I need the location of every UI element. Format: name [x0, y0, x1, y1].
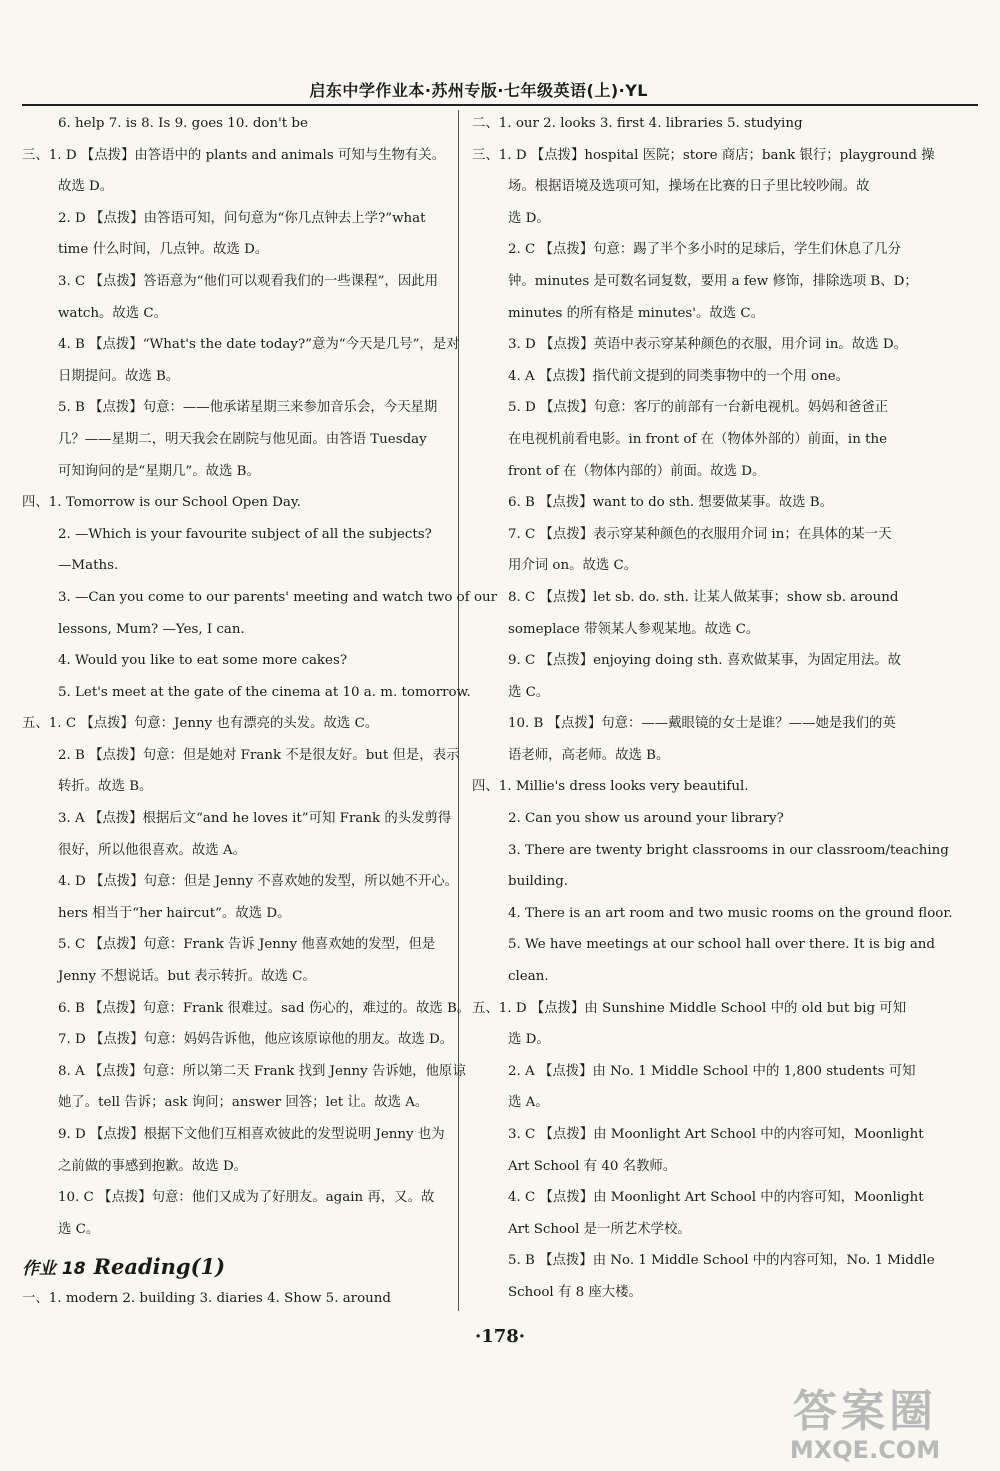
answer-line: minutes 的所有格是 minutes'。故选 C。 [508, 305, 765, 321]
answer-line: watch。故选 C。 [58, 305, 168, 321]
answer-line: 5. We have meetings at our school hall over there. It is big and [508, 937, 936, 953]
answer-line: 场。根据语境及选项可知，操场在比赛的日子里比较吵闹。故 [508, 179, 870, 195]
section-label: 作业 18 [22, 1259, 86, 1280]
answer-line: 8. A 【点拨】句意：所以第二天 Frank 找到 Jenny 告诉她，他原谅 [58, 1063, 466, 1079]
left-column [22, 108, 498, 1315]
answer-line: 4. Would you like to eat some more cakes? [58, 653, 348, 669]
answer-line: 选 D。 [508, 210, 550, 226]
answer-line: 3. A 【点拨】根据后文“and he loves it”可知 Frank 的头发剪得 [58, 811, 452, 827]
answer-line: 5. B 【点拨】由 No. 1 Middle School 中的内容可知，No. 1 Middle [508, 1253, 935, 1269]
answer-line: 2. B 【点拨】句意：但是她对 Frank 不是很友好。but 但是，表示 [58, 747, 460, 763]
answer-line: 故选 D。 [58, 179, 114, 195]
answer-line: 她了。tell 告诉；ask 询问；answer 回答；let 让。故选 A。 [58, 1095, 429, 1111]
answer-line: clean. [508, 969, 549, 985]
answer-line: 语老师，高老师。故选 B。 [508, 747, 670, 763]
answer-line: lessons, Mum? —Yes, I can. [58, 621, 245, 637]
answer-line: 用介词 on。故选 C。 [508, 558, 638, 574]
answer-line: 选 D。 [508, 1032, 550, 1048]
answer-line: 5. C 【点拨】句意：Frank 告诉 Jenny 他喜欢她的发型，但是 [58, 937, 436, 953]
answer-line: 3. C 【点拨】由 Moonlight Art School 中的内容可知，Moonlight [508, 1127, 924, 1142]
answer-line: 10. B 【点拨】句意：——戴眼镜的女士是谁？——她是我们的英 [508, 716, 896, 732]
answer-line: front of 在（物体内部的）前面。故选 D。 [508, 463, 766, 479]
answer-line: 10. C 【点拨】句意：他们又成为了好朋友。again 再，又。故 [58, 1190, 435, 1206]
answer-line: 4. There is an art room and two music rooms on the ground floor. [508, 905, 953, 921]
page-number: ·178· [474, 1326, 526, 1347]
answer-line: 三、1. D 【点拨】hospital 医院；store 商店；bank 银行；playground 操 [472, 147, 935, 163]
answer-line: 6. B 【点拨】want to do sth. 想要做某事。故选 B。 [508, 495, 833, 511]
answer-line: 四、1. Millie's dress looks very beautiful. [472, 779, 749, 795]
answer-line: time 什么时间，几点钟。故选 D。 [58, 242, 269, 258]
answer-line: 2. A 【点拨】由 No. 1 Middle School 中的 1,800 students 可知 [508, 1063, 916, 1079]
answer-line: 日期提问。故选 B。 [58, 368, 180, 384]
answer-line: 6. B 【点拨】句意：Frank 很难过。sad 伤心的，难过的。故选 B。 [58, 1000, 471, 1016]
answer-line: 五、1. C 【点拨】句意：Jenny 也有漂亮的头发。故选 C。 [22, 716, 379, 732]
answer-line: 7. C 【点拨】表示穿某种颜色的衣服用介词 in；在具体的某一天 [508, 526, 892, 542]
answer-line: 4. B 【点拨】“What's the date today?”意为“今天是几号”，是对 [58, 337, 460, 353]
answer-line: 选 C。 [58, 1221, 100, 1237]
answer-line: 选 C。 [508, 684, 550, 700]
answer-line: 五、1. D 【点拨】由 Sunshine Middle School 中的 old but big 可知 [472, 1000, 907, 1016]
answer-line: 二、1. our 2. looks 3. first 4. libraries 5. studying [472, 116, 803, 131]
answer-line: 5. D 【点拨】句意：客厅的前部有一台新电视机。妈妈和爸爸正 [508, 400, 889, 416]
answer-line: School 有 8 座大楼。 [508, 1284, 642, 1300]
answer-line: 一、1. modern 2. building 3. diaries 4. Show 5. around [22, 1291, 391, 1307]
watermark-logo: 答案圈 MXQE.COM [789, 1386, 941, 1464]
answer-line: 几？——星期二，明天我会在剧院与他见面。由答语 Tuesday [58, 431, 427, 447]
section-name: Reading(1) [93, 1254, 226, 1280]
answer-line: 很好，所以他很喜欢。故选 A。 [58, 842, 247, 858]
answer-line: hers 相当于“her haircut”。故选 D。 [58, 905, 291, 921]
answer-line: 3. D 【点拨】英语中表示穿某种颜色的衣服，用介词 in。故选 D。 [508, 337, 907, 353]
running-header: 启东中学作业本·苏州专版·七年级英语(上)·YL [309, 81, 648, 100]
answer-line: 四、1. Tomorrow is our School Open Day. [22, 495, 301, 511]
answer-line: 8. C 【点拨】let sb. do. sth. 让某人做某事；show sb. around [508, 589, 899, 605]
answer-line: 3. C 【点拨】答语意为“他们可以观看我们的一些课程”，因此用 [58, 273, 438, 289]
answer-line: 7. D 【点拨】句意：妈妈告诉他，他应该原谅他的朋友。故选 D。 [58, 1032, 454, 1048]
answer-line: Art School 有 40 名教师。 [508, 1158, 677, 1174]
answer-line: 3. There are twenty bright classrooms in our classroom/teaching [508, 842, 949, 858]
answer-line: 钟。minutes 是可数名词复数，要用 a few 修饰，排除选项 B、D； [508, 273, 918, 289]
section-heading [22, 1251, 462, 1283]
answer-line: 可知询问的是“星期几”。故选 B。 [58, 463, 260, 479]
header-rule [22, 104, 978, 106]
answer-line: 之前做的事感到抱歉。故选 D。 [58, 1158, 248, 1174]
answer-line: 转折。故选 B。 [58, 779, 153, 795]
answer-line: 2. C 【点拨】句意：踢了半个多小时的足球后，学生们休息了几分 [508, 242, 902, 258]
answer-line: 4. C 【点拨】由 Moonlight Art School 中的内容可知，Moonlight [508, 1190, 924, 1206]
answer-line: 9. D 【点拨】根据下文他们互相喜欢彼此的发型说明 Jenny 也为 [58, 1127, 445, 1142]
answer-line: 在电视机前看电影。in front of 在（物体外部的）前面，in the [508, 431, 888, 447]
answer-line: 三、1. D 【点拨】由答语中的 plants and animals 可知与生物有关。 [22, 147, 446, 163]
answer-line: Jenny 不想说话。but 表示转折。故选 C。 [58, 969, 316, 985]
answer-line: 3. —Can you come to our parents' meeting and watch two of our [58, 589, 498, 605]
answer-line: someplace 带领某人参观某地。故选 C。 [508, 621, 760, 637]
answer-line: —Maths. [58, 558, 119, 574]
answer-line: 5. Let's meet at the gate of the cinema at 10 a. m. tomorrow. [58, 684, 471, 700]
answer-line: 选 A。 [508, 1095, 549, 1111]
answer-line: building. [508, 874, 569, 890]
answer-line: 6. help 7. is 8. Is 9. goes 10. don't be [58, 116, 308, 131]
answer-line: 5. B 【点拨】句意：——他承诺星期三来参加音乐会，今天星期 [58, 400, 438, 416]
answer-line: 2. —Which is your favourite subject of all the subjects? [58, 526, 432, 542]
answer-line: 9. C 【点拨】enjoying doing sth. 喜欢做某事，为固定用法。故 [508, 653, 901, 669]
answer-line: 4. A 【点拨】指代前文提到的同类事物中的一个用 one。 [508, 368, 850, 384]
answer-line: Art School 是一所艺术学校。 [508, 1221, 691, 1237]
right-column [472, 108, 953, 1309]
answer-line: 4. D 【点拨】句意：但是 Jenny 不喜欢她的发型，所以她不开心。 [58, 874, 459, 890]
answer-line: 2. D 【点拨】由答语可知，问句意为“你几点钟去上学?”what [58, 210, 426, 226]
answer-line: 2. Can you show us around your library? [508, 811, 784, 827]
